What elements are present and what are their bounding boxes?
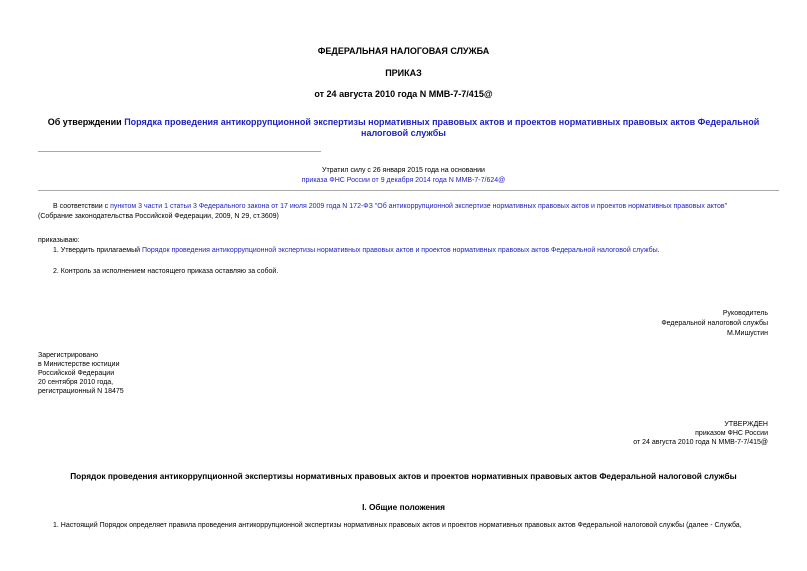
order-item-1-start: 1. Утвердить прилагаемый	[53, 247, 142, 254]
procedure-link[interactable]: Порядок проведения антикоррупционной экспертизы нормативных правовых актов и проектов нормативных правовых актов Федеральной налоговой службы	[141, 247, 658, 254]
order-item-1-end: .	[657, 247, 660, 254]
registration-line: Зарегистрировано	[38, 352, 98, 359]
registration-line: в Министерстве юстиции	[38, 361, 120, 368]
registration-line: Российской Федерации	[38, 370, 115, 377]
document-type: ПРИКАЗ	[385, 68, 422, 78]
approved-line: приказом ФНС России	[695, 430, 768, 437]
approved-line: УТВЕРЖДЕН	[724, 421, 768, 428]
document-date-number: от 24 августа 2010 года N ММВ-7-7/415@	[314, 89, 493, 99]
agency-heading: ФЕДЕРАЛЬНАЯ НАЛОГОВАЯ СЛУЖБА	[317, 46, 490, 56]
registration-line: 20 сентября 2010 года,	[38, 379, 114, 386]
registration-block	[38, 351, 124, 396]
title-prefix: Об утверждении	[47, 117, 125, 127]
signature-name: М.Мишустин	[726, 330, 768, 337]
repeal-order-link[interactable]: приказа ФНС России от 9 декабря 2014 года N ММВ-7-7/624@	[301, 177, 506, 184]
status-note: Утратил силу с 26 января 2015 года на основании	[322, 167, 485, 174]
order-item-1	[53, 246, 660, 255]
procedure-title: Порядок проведения антикоррупционной экспертизы нормативных правовых актов и проектов нормативных правовых актов Федеральной налоговой службы	[70, 471, 737, 481]
title-procedure-link[interactable]: Порядка проведения антикоррупционной экспертизы нормативных правовых актов и проектов нормативных правовых актов Федеральной	[124, 117, 760, 127]
approved-line: от 24 августа 2010 года N ММВ-7-7/415@	[633, 439, 768, 446]
title-procedure-link-cont[interactable]: налоговой службы	[361, 128, 446, 138]
order-item-2: 2. Контроль за исполнением настоящего приказа оставляю за собой.	[53, 268, 279, 275]
divider	[38, 151, 321, 152]
document-title	[30, 117, 777, 139]
signature-role: Руководитель	[722, 310, 768, 317]
section-heading: I. Общие положения	[362, 502, 445, 512]
paragraph-1: 1. Настоящий Порядок определяет правила проведения антикоррупционной экспертизы нормативных правовых актов и проектов нормативных правовых актов Федеральной налоговой службы (далее - Служба,	[53, 522, 742, 529]
preamble-start: В соответствии с	[53, 203, 111, 210]
divider	[38, 190, 779, 191]
approved-block	[633, 420, 768, 447]
order-word: приказываю:	[38, 237, 80, 244]
federal-law-link[interactable]: пунктом 3 части 1 статьи 3 Федерального закона от 17 июля 2009 года N 172-ФЗ "Об антикоррупционной экспертизе нормативных правовых актов и проектов нормативных правовых актов"	[110, 203, 728, 210]
preamble-line2: (Собрание законодательства Российской Федерации, 2009, N 29, ст.3609)	[38, 213, 279, 220]
signature-org: Федеральной налоговой службы	[661, 320, 768, 327]
registration-line: регистрационный N 18475	[38, 388, 124, 395]
preamble-line1	[38, 202, 780, 211]
